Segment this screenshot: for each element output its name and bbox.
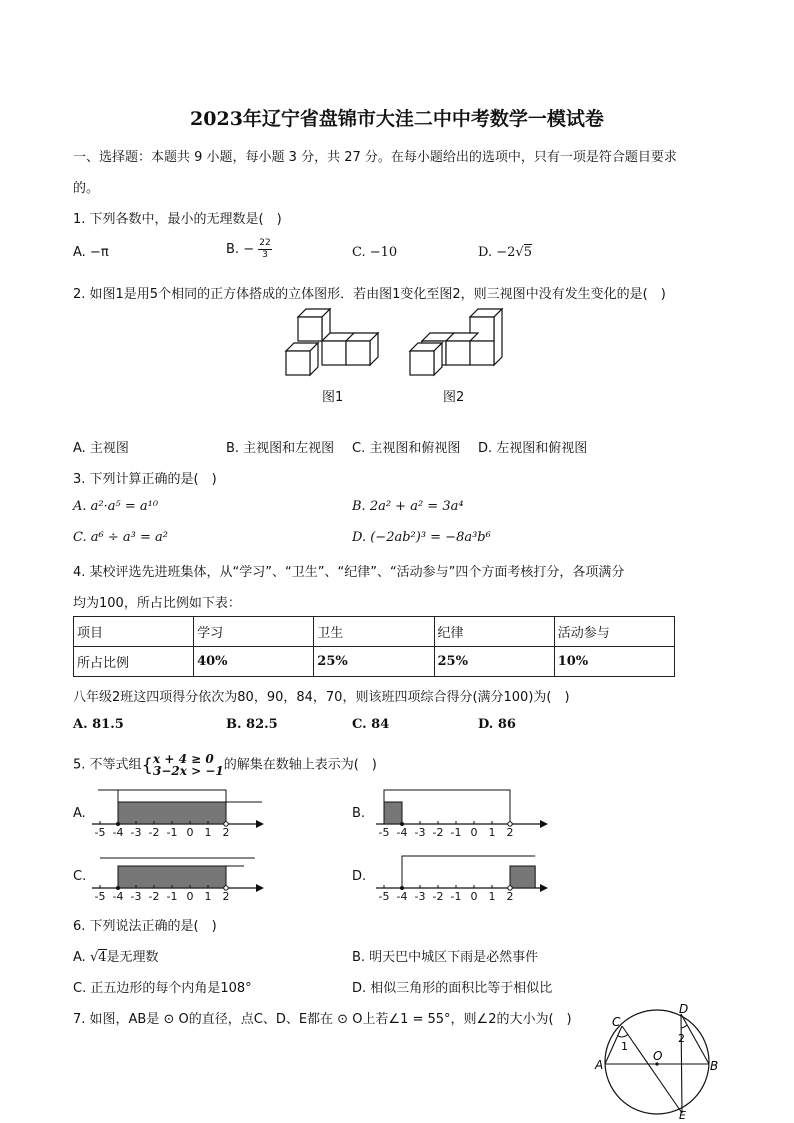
solid-point — [400, 822, 404, 826]
sqrt-icon: √ — [515, 245, 524, 260]
section-heading-line1: 一、选择题：本题共 9 小题，每小题 3 分，共 27 分。在每小题给出的选项中，只有一项是符合题目要求 — [73, 150, 677, 165]
open-point — [508, 886, 512, 890]
table-cell: 10% — [554, 647, 674, 677]
q5-system-line2: 3−2x > −1 — [153, 764, 224, 778]
arrow-icon — [256, 884, 264, 892]
point-a-label: A — [595, 1058, 604, 1072]
q1-b-denominator: 3 — [262, 250, 268, 260]
q6-option-c: C. 正五边形的每个内角是108° — [73, 981, 252, 996]
tick-label: -1 — [166, 890, 178, 902]
table-cell: 40% — [194, 647, 314, 677]
q2-option-d: D. 左视图和俯视图 — [478, 441, 588, 456]
table-cell: 项目 — [74, 617, 194, 647]
tick-label: 0 — [186, 890, 194, 902]
tick-label: -1 — [166, 826, 178, 838]
tick-label: 0 — [470, 826, 478, 838]
angle-2-label: 2 — [678, 1032, 685, 1045]
solid-point — [116, 822, 120, 826]
q2-option-b: B. 主视图和左视图 — [226, 441, 335, 456]
q1-stem: 1. 下列各数中，最小的无理数是( ) — [73, 212, 282, 227]
q5-stem: 5. 不等式组{ x + 4 ≥ 0 3−2x > −1 的解集在数轴上表示为( ) — [73, 752, 377, 778]
q1-b-numerator: 22 — [259, 238, 271, 248]
q1-option-a: A. −π — [73, 245, 109, 260]
table-cell: 活动参与 — [554, 617, 674, 647]
tick-label: 2 — [222, 826, 230, 838]
q3-option-a: A. a²·a⁵ = a¹⁰ — [73, 499, 159, 514]
q4-score-table — [73, 616, 675, 677]
tick-label: 2 — [222, 890, 230, 902]
solution-region — [118, 802, 226, 824]
number-line-d — [372, 852, 552, 902]
q4-stem-line2: 均为100，所占比例如下表： — [73, 596, 241, 611]
q5-label-b: B. — [352, 806, 366, 821]
tick-label: -5 — [378, 826, 390, 838]
q4-option-d: D. 86 — [478, 717, 516, 732]
point-o-label: O — [653, 1049, 663, 1063]
q3-stem: 3. 下列计算正确的是( ) — [73, 472, 217, 487]
q5-system-line1: x + 4 ≥ 0 — [153, 752, 214, 766]
tick-label: -2 — [432, 890, 444, 902]
table-cell: 纪律 — [434, 617, 554, 647]
arrow-icon — [256, 820, 264, 828]
open-point — [224, 822, 228, 826]
tick-label: 1 — [204, 826, 212, 838]
q7-circle-figure — [594, 1002, 724, 1120]
number-line-a — [88, 788, 268, 838]
table-header-row — [74, 617, 675, 647]
number-line-c — [88, 852, 268, 902]
q6-option-d: D. 相似三角形的面积比等于相似比 — [352, 981, 553, 996]
table-cell: 卫生 — [314, 617, 434, 647]
q4-option-c: C. 84 — [352, 717, 390, 732]
solution-region — [118, 866, 226, 888]
table-cell: 25% — [434, 647, 554, 677]
tick-label: 2 — [506, 890, 514, 902]
q1-option-c: C. −10 — [352, 245, 398, 260]
page-title: 2023年辽宁省盘锦市大洼二中中考数学一模试卷 — [190, 108, 604, 130]
q3-option-c: C. a⁶ ÷ a³ = a² — [73, 530, 168, 545]
tick-label: -4 — [396, 826, 408, 838]
solution-region — [384, 802, 402, 824]
q6-option-b: B. 明天巴中城区下雨是必然事件 — [352, 950, 539, 965]
brace-icon: { — [141, 754, 153, 776]
table-cell: 所占比例 — [74, 647, 194, 677]
q5-label-d: D. — [352, 869, 367, 884]
tick-label: -5 — [94, 890, 106, 902]
point-e-label: E — [679, 1109, 686, 1120]
tick-label: -3 — [414, 890, 426, 902]
number-line-b — [372, 788, 552, 838]
table-cell: 学习 — [194, 617, 314, 647]
tick-label: -2 — [148, 826, 160, 838]
point-b-label: B — [710, 1059, 719, 1073]
sqrt-icon: √ — [89, 950, 99, 965]
q2-stem: 2. 如图1是用5个相同的正方体搭成的立体图形．若由图1变化至图2，则三视图中没有发生变化的是( ) — [73, 287, 666, 302]
q4-option-b: B. 82.5 — [226, 717, 278, 732]
tick-label: 1 — [488, 826, 496, 838]
solution-region — [510, 866, 535, 888]
table-row — [74, 647, 675, 677]
q3-option-d: D. (−2ab²)³ = −8a³b⁶ — [352, 530, 491, 545]
tick-label: 0 — [186, 826, 194, 838]
tick-label: 1 — [204, 890, 212, 902]
tick-label: -1 — [450, 826, 462, 838]
tick-label: 0 — [470, 890, 478, 902]
tick-label: 1 — [488, 890, 496, 902]
q2-fig2-caption: 图2 — [443, 390, 465, 405]
tick-label: -5 — [94, 826, 106, 838]
figure1-cubes — [286, 309, 378, 375]
tick-label: -4 — [112, 826, 124, 838]
tick-label: -2 — [432, 826, 444, 838]
solid-point — [116, 886, 120, 890]
arrow-icon — [540, 820, 548, 828]
q2-fig1-caption: 图1 — [322, 390, 344, 405]
q2-option-a: A. 主视图 — [73, 441, 129, 456]
tick-label: -4 — [112, 890, 124, 902]
q6-option-a: A. √4是无理数 — [73, 950, 159, 965]
table-cell: 25% — [314, 647, 434, 677]
angle-1-label: 1 — [621, 1040, 628, 1053]
q5-label-a: A. — [73, 806, 86, 821]
q5-label-c: C. — [73, 869, 87, 884]
q2-option-c: C. 主视图和俯视图 — [352, 441, 461, 456]
q4-stem-line3: 八年级2班这四项得分依次为80，90，84，70，则该班四项综合得分(满分100)为( ) — [73, 690, 570, 705]
tick-label: -3 — [130, 890, 142, 902]
section-heading-line2: 的。 — [73, 181, 100, 196]
q4-stem-line1: 4. 某校评选先进班集体，从“学习”、“卫生”、“纪律”、“活动参与”四个方面考核打分，各项满分 — [73, 565, 625, 580]
q6-stem: 6. 下列说法正确的是( ) — [73, 919, 217, 934]
tick-label: -1 — [450, 890, 462, 902]
arrow-icon — [540, 884, 548, 892]
q2-cube-figures — [280, 305, 525, 380]
tick-label: -3 — [414, 826, 426, 838]
q7-stem: 7. 如图，AB是 ⊙ O的直径，点C、D、E都在 ⊙ O上若∠1 = 55°，则∠2的大小为( ) — [73, 1012, 572, 1027]
tick-label: -4 — [396, 890, 408, 902]
q4-option-a: A. 81.5 — [73, 717, 124, 732]
open-point — [224, 886, 228, 890]
open-point — [508, 822, 512, 826]
figure2-cubes — [410, 309, 502, 375]
point-c-label: C — [612, 1015, 621, 1029]
tick-label: -2 — [148, 890, 160, 902]
solid-point — [400, 886, 404, 890]
point-d-label: D — [679, 1002, 689, 1016]
bracket-line — [384, 790, 510, 824]
tick-label: -5 — [378, 890, 390, 902]
tick-label: 2 — [506, 826, 514, 838]
q1-option-d: D. −2√5 — [478, 245, 532, 260]
q1-option-b: B. − $\frac{22}{3}$ — [226, 238, 271, 260]
tick-label: -3 — [130, 826, 142, 838]
q3-option-b: B. 2a² + a² = 3a⁴ — [352, 499, 464, 514]
